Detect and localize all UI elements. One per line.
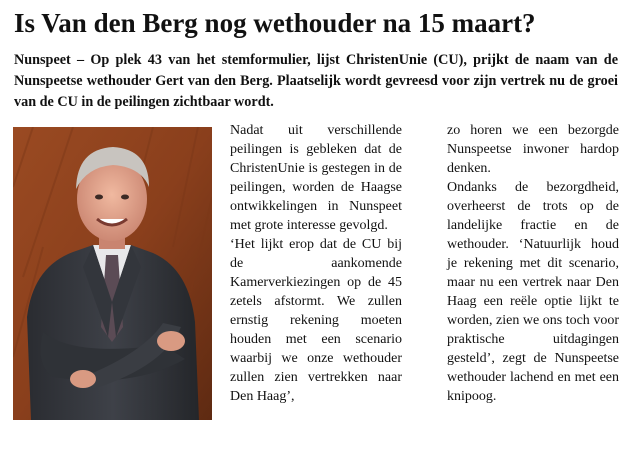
article-column-2 — [447, 121, 619, 406]
column1-paragraph-1: Nadat uit verschillende peilingen is gebleken dat de ChristenUnie is gestegen in de peilingen, worden de Haagse ontwikkelingen in Nunspeet met grote interesse gevolgd. — [230, 123, 402, 233]
article-lead: Nunspeet – Op plek 43 van het stemformulier, lijst ChristenUnie (CU), prijkt de naam van de Nunspeetse wethouder Gert van den Berg. Plaatselijk wordt gevreesd voor zijn vertrek nu de groei van de CU in de peilingen zichtbaar wordt. — [14, 52, 618, 110]
column1-paragraph-2: ‘Het lijkt erop dat de CU bij de aankomende Kamerverkiezingen op de 45 zetels afstormt. We zullen ernstig rekening moeten houden met een scenario waarbij we onze wethouder zullen zien vertrekken naar Den Haag’, — [230, 237, 402, 404]
portrait-image — [13, 127, 212, 420]
column2-paragraph-1: zo horen we een bezorgde Nunspeetse inwoner hardop denken. — [447, 123, 619, 176]
article-headline: Is Van den Berg nog wethouder na 15 maart? — [14, 8, 536, 38]
column2-paragraph-2: Ondanks de bezorgdheid, overheerst de trots op de landelijke fractie en de wethouder. ‘Natuurlijk houd je rekening met dit scenario, maar nu een vertrek naar Den Haag een reële optie lijkt te worden, zien we ons toch voor praktische uitdagingen gesteld’, zegt de Nunspeetse wethouder lachend en met een knipoog. — [447, 180, 619, 404]
article-column-1 — [230, 121, 402, 406]
article-photo — [13, 127, 212, 420]
